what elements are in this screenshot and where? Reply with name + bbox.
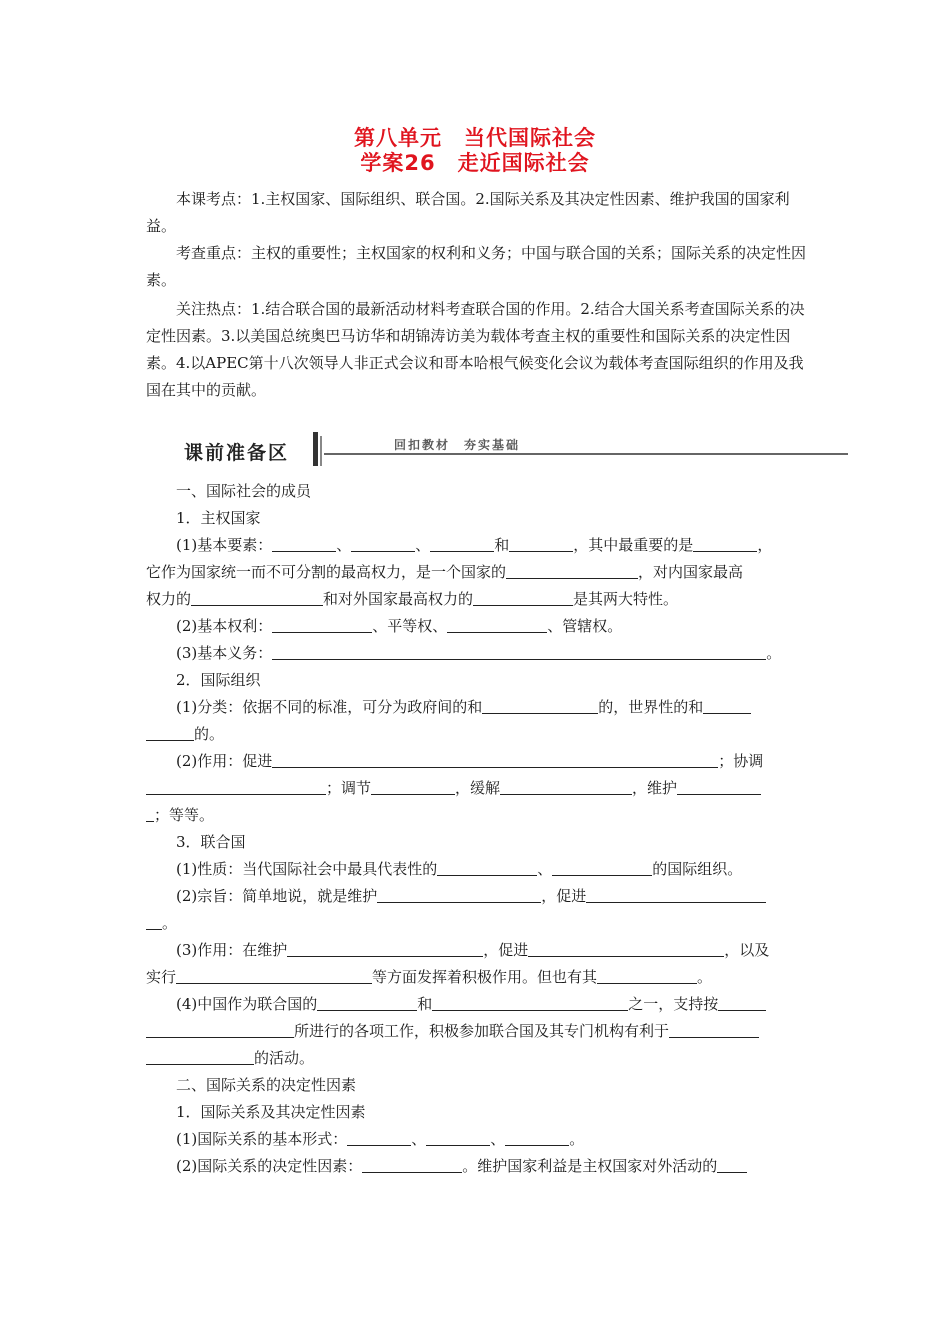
text: 的，世界性的和: [598, 698, 704, 716]
fill-line: [146, 559, 808, 586]
fill-line: [146, 1153, 838, 1180]
blank[interactable]: [351, 534, 415, 552]
banner-rule: [324, 453, 848, 455]
text: 。: [569, 1130, 585, 1148]
blank[interactable]: [272, 750, 718, 768]
blank[interactable]: [317, 993, 417, 1011]
blank[interactable]: [371, 777, 455, 795]
text: 它作为国家统一而不可分割的最高权力，是一个国家的: [146, 563, 507, 581]
unit-title: 第八单元 当代国际社会: [354, 126, 596, 150]
exam-focus: 考查重点：主权的重要性；主权国家的权利和义务；中国与联合国的关系；国际关系的决定性因素。: [146, 244, 807, 289]
fill-line: [146, 1045, 808, 1072]
banner-title: 课前准备区: [184, 442, 290, 464]
text: ，对内国家最高: [638, 563, 744, 581]
text: 是其两大特性。: [573, 590, 679, 608]
fill-line: [146, 748, 838, 775]
text: 所进行的各项工作，积极参加联合国及其专门机构有利于: [294, 1022, 670, 1040]
blank[interactable]: [677, 777, 761, 795]
text: 的活动。: [254, 1049, 315, 1067]
lesson-title: 学案26 走近国际社会: [360, 151, 590, 175]
fill-line: [146, 883, 838, 910]
blank[interactable]: [693, 534, 757, 552]
text: ；调节: [326, 779, 372, 797]
blank[interactable]: [528, 939, 724, 957]
blank[interactable]: [287, 939, 483, 957]
blank[interactable]: [597, 966, 697, 984]
blank[interactable]: [146, 1020, 294, 1038]
text: 、: [490, 1130, 506, 1148]
text: 和: [417, 995, 433, 1013]
blank[interactable]: [500, 777, 632, 795]
text: ，促进: [483, 941, 529, 959]
text: (4)中国作为联合国的: [176, 995, 318, 1013]
fill-line: [146, 937, 838, 964]
text: 。维护国家利益是主权国家对外活动的: [462, 1157, 718, 1175]
blank[interactable]: [272, 534, 336, 552]
blank[interactable]: [362, 1155, 462, 1173]
blank[interactable]: [552, 858, 652, 876]
section-banner: [172, 432, 848, 468]
fill-line: [146, 802, 808, 829]
fill-line: [146, 856, 838, 883]
text: (1)性质：当代国际社会中最具代表性的: [176, 860, 438, 878]
fill-line: [146, 613, 838, 640]
subsection-heading: 1．国际关系及其决定性因素: [176, 1103, 366, 1121]
text: (2)国际关系的决定性因素：: [176, 1157, 363, 1175]
banner-subtitle: 回扣教材 夯实基础: [394, 438, 521, 452]
fill-line: [146, 964, 808, 991]
text: (2)宗旨：简单地说，就是维护: [176, 887, 378, 905]
text: (3)作用：在维护: [176, 941, 288, 959]
fill-line: [146, 586, 808, 613]
subsection-heading: 3．联合国: [176, 833, 246, 851]
text: 之一，支持按: [628, 995, 719, 1013]
fill-line: [146, 721, 808, 748]
fill-line: [146, 1126, 838, 1153]
text: 、平等权、: [372, 617, 448, 635]
blank[interactable]: [146, 912, 162, 930]
blank[interactable]: [718, 993, 766, 1011]
fill-line: [146, 1018, 808, 1045]
text: ，以及: [724, 941, 770, 959]
text: (1)分类：依据不同的标准，可分为政府间的和: [176, 698, 483, 716]
text: (3)基本义务：: [176, 644, 273, 662]
fill-line: [146, 640, 838, 667]
subsection-heading: 2．国际组织: [176, 671, 261, 689]
text: ，其中最重要的是: [573, 536, 694, 554]
blank[interactable]: [426, 1128, 490, 1146]
blank[interactable]: [191, 588, 323, 606]
blank[interactable]: [272, 615, 372, 633]
text: 。: [766, 644, 782, 662]
text: ，促进: [541, 887, 587, 905]
subsection-heading: 1．主权国家: [176, 509, 261, 527]
blank[interactable]: [586, 885, 766, 903]
blank[interactable]: [430, 534, 494, 552]
text: ，缓解: [455, 779, 501, 797]
text: 、: [537, 860, 553, 878]
text: 、: [336, 536, 352, 554]
blank[interactable]: [432, 993, 628, 1011]
section-heading: 一、国际社会的成员: [176, 482, 312, 500]
text: 和对外国家最高权力的: [323, 590, 474, 608]
text: 权力的: [146, 590, 192, 608]
text: (2)作用：促进: [176, 752, 273, 770]
text: 、: [411, 1130, 427, 1148]
blank[interactable]: [146, 723, 194, 741]
blank[interactable]: [473, 588, 573, 606]
text: 等方面发挥着积极作用。但也有其: [372, 968, 598, 986]
text: 和: [494, 536, 510, 554]
blank[interactable]: [447, 615, 547, 633]
exam-points: 本课考点：1.主权国家、国际组织、联合国。2.国际关系及其决定性因素、维护我国的国家利益。: [146, 190, 790, 235]
banner-divider: [313, 432, 318, 466]
section-heading: 二、国际关系的决定性因素: [176, 1076, 357, 1094]
blank[interactable]: [506, 561, 638, 579]
blank[interactable]: [509, 534, 573, 552]
fill-line: [146, 532, 838, 559]
blank[interactable]: [377, 885, 541, 903]
text: 的。: [194, 725, 225, 743]
banner-divider-thin: [320, 436, 322, 466]
blank[interactable]: [703, 696, 751, 714]
text: 实行: [146, 968, 177, 986]
text: 、管辖权。: [547, 617, 623, 635]
fill-line: [146, 694, 838, 721]
fill-line: [146, 775, 808, 802]
blank[interactable]: [272, 642, 766, 660]
text: 、: [415, 536, 431, 554]
fill-line: [146, 991, 838, 1018]
text: ，维护: [632, 779, 678, 797]
blank[interactable]: [717, 1155, 747, 1173]
blank[interactable]: [505, 1128, 569, 1146]
text: (2)基本权利：: [176, 617, 273, 635]
blank[interactable]: [437, 858, 537, 876]
blank[interactable]: [146, 1047, 254, 1065]
blank[interactable]: [669, 1020, 759, 1038]
fill-line: [146, 910, 808, 937]
blank[interactable]: [176, 966, 372, 984]
blank[interactable]: [146, 777, 326, 795]
text: (1)基本要素：: [176, 536, 273, 554]
text: ，: [757, 536, 773, 554]
text: 。: [697, 968, 713, 986]
text: 。: [162, 914, 178, 932]
text: 的国际组织。: [652, 860, 743, 878]
text: (1)国际关系的基本形式：: [176, 1130, 348, 1148]
text: ；协调: [718, 752, 764, 770]
blank[interactable]: [347, 1128, 411, 1146]
blank[interactable]: [146, 804, 154, 822]
hot-topics: 关注热点：1.结合联合国的最新活动材料考查联合国的作用。2.结合大国关系考查国际关系的决定性因素。3.以美国总统奥巴马访华和胡锦涛访美为载体考查主权的重要性和国际关系的决定性因素。4.以APEC第十八次领导人非正式会议和哥本哈根气候变化会议为载体考查国际组织的作用及我国在其中的贡献。: [146, 300, 805, 399]
text: ；等等。: [154, 806, 215, 824]
blank[interactable]: [482, 696, 598, 714]
